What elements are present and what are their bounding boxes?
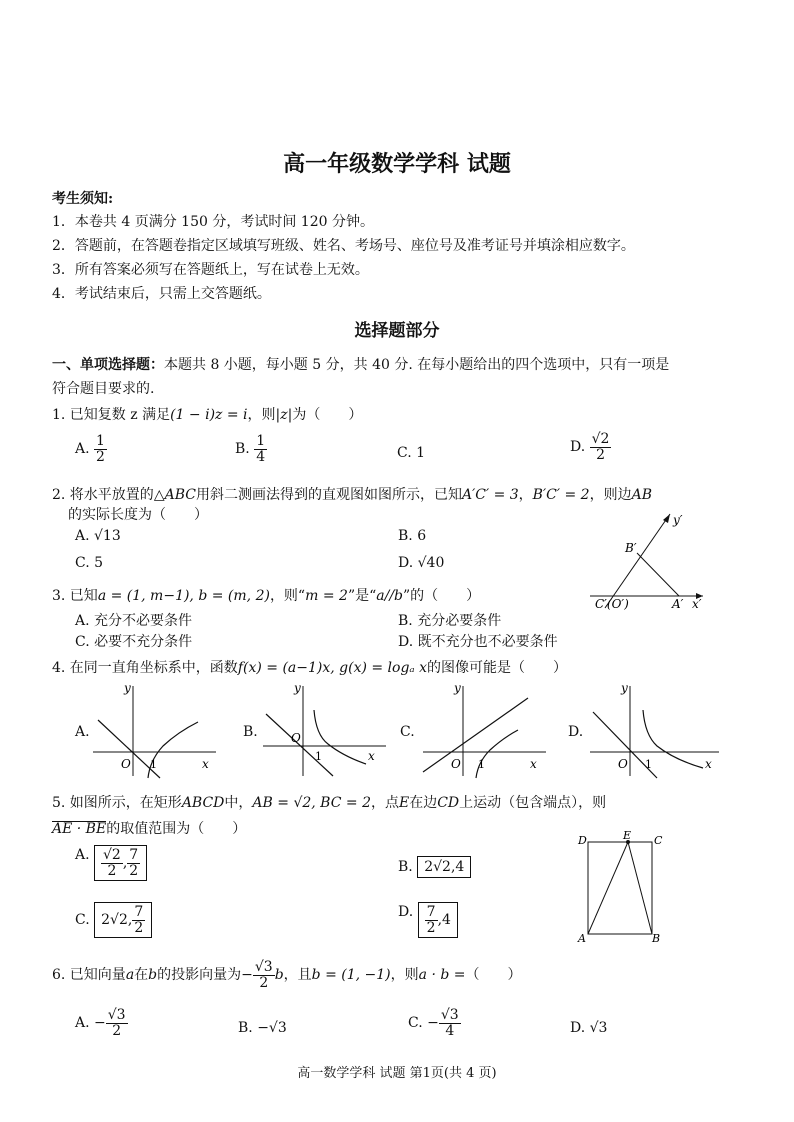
q6-text-b: 在 (134, 967, 149, 984)
numerator: 1 (96, 433, 105, 449)
q3-stem (52, 585, 480, 605)
q6-b-value: b = (1, −1) (311, 967, 391, 984)
denominator: 2 (96, 448, 105, 465)
fraction (101, 848, 123, 878)
q2-cond-2: B′C′ = 2 (532, 487, 590, 503)
q2-ab: AB (631, 487, 652, 503)
interval-left: 2√2 (424, 859, 451, 875)
log-graph (643, 710, 703, 768)
q6-option-c (408, 1008, 461, 1038)
q2-text: 2. 将水平放置的 (52, 487, 154, 503)
label-y: y (124, 681, 131, 695)
q5-option-d (398, 902, 458, 938)
fraction (132, 905, 145, 935)
label-y: y (621, 681, 628, 695)
q5-text-d: 在边 (409, 795, 438, 811)
option-label: B. (398, 528, 413, 544)
q3-text-c: ”是“ (347, 588, 377, 604)
q1-text: 1. 已知复数 z 满足 (52, 407, 171, 423)
interval-left: 2√2 (101, 912, 128, 929)
q4-graph-a (88, 680, 223, 780)
numerator: √2 (591, 431, 610, 447)
interval: $\frac{√2}{2}$ , $\frac{7}{2}$ (94, 845, 147, 881)
part1-label: 一、单项选择题： (52, 357, 164, 373)
q2-text-b: 用斜二测画法得到的直观图如图所示，已知 (195, 487, 462, 503)
interval-right: 4 (455, 859, 465, 875)
option-label: D. (398, 904, 414, 920)
q3-condition: m = 2 (305, 588, 348, 604)
option-label: D. (570, 1020, 586, 1036)
label-c: C (654, 834, 663, 847)
interval: $\frac{7}{2}$ , 4 (418, 902, 458, 938)
y-axis (605, 514, 670, 608)
denominator: 4 (256, 448, 266, 465)
option-value: √3 (589, 1020, 608, 1036)
q1-text-c: 为（ ） (292, 407, 363, 423)
linear-graph (423, 698, 528, 772)
q5-dims: AB = √2, BC = 2 (252, 795, 371, 811)
denominator: 2 (426, 919, 436, 936)
q1-option-c (397, 445, 425, 461)
q6-text-d: ，且 (283, 967, 312, 984)
denominator: 4 (445, 1022, 455, 1039)
label-x: x (705, 757, 712, 771)
notice-item-2: 2．答题前，在答题卷指定区域填写班级、姓名、考场号、座位号及准考证号并填涂相应数字。 (52, 238, 635, 254)
option-label: B. (235, 441, 250, 458)
fraction (94, 434, 107, 464)
q1-text-b: ，则 (247, 407, 276, 423)
page-footer: 高一数学学科 试题 第1页(共 4 页) (297, 1066, 497, 1081)
q2-triangle: △ABC (153, 487, 196, 503)
label-d: D (578, 834, 587, 847)
q4-text-b: 的图像可能是（ ） (427, 660, 568, 676)
q4-option-c-label: C. (400, 724, 415, 740)
q4-graph-b (258, 680, 393, 780)
q3-option-b (398, 610, 501, 630)
label-o: O (291, 731, 301, 745)
q6-proj-vec: b (274, 967, 284, 984)
q2-option-c (75, 555, 103, 571)
q5-e: E (398, 795, 410, 811)
q5-text-b: 中， (224, 795, 253, 811)
q3-option-c (75, 631, 192, 651)
q5-text-f: 的取值范围为（ ） (106, 821, 247, 837)
q2-option-a (75, 528, 121, 544)
q6-text: 6. 已知向量 (52, 967, 126, 984)
segment-be (628, 842, 652, 934)
option-value: 必要不充分条件 (94, 634, 193, 650)
q4-functions: f(x) = (a−1)x, g(x) = logₐ x (237, 660, 428, 676)
q1-equation: (1 − i)z = i (170, 407, 248, 423)
q1-abs: |z| (275, 407, 293, 423)
q1-option-a (75, 434, 107, 464)
label-one: 1 (150, 758, 157, 771)
section-title: 选择题部分 (354, 321, 440, 341)
rectangle-abcd (588, 842, 652, 934)
option-label: D. (398, 634, 414, 650)
denominator: 2 (129, 862, 139, 879)
label-x: x (530, 757, 537, 771)
fraction (106, 1008, 128, 1038)
q5-stem-1 (52, 792, 606, 812)
part1-heading (52, 354, 669, 374)
notice-item-4: 4．考试结束后，只需上交答题纸。 (52, 286, 271, 302)
interval-right: 4 (442, 912, 451, 929)
fraction (439, 1008, 461, 1038)
q6-text-c: 的投影向量为 (157, 967, 242, 984)
label-o: O (121, 757, 131, 771)
q5-option-b (398, 856, 471, 878)
part1-desc-2: 符合题目要求的. (52, 381, 155, 397)
label-y: y (294, 681, 301, 695)
sign: − (427, 1015, 439, 1032)
q2-cond-1: A′C′ = 3 (461, 487, 519, 503)
option-label: B. (398, 859, 413, 875)
denominator: 2 (596, 446, 606, 463)
fraction (590, 432, 612, 462)
q5-option-a (75, 845, 147, 881)
label-x: x (202, 757, 209, 771)
q2-figure (575, 508, 710, 618)
q4-option-a-label: A. (75, 724, 90, 740)
q4-graph-c (418, 680, 553, 780)
q4-option-b-label: B. (243, 724, 258, 740)
q3-text-d: ”的（ ） (403, 588, 481, 604)
numerator: √3 (254, 959, 273, 975)
q2-option-d (398, 555, 444, 571)
y-arrow (663, 514, 670, 523)
denominator: 2 (134, 919, 144, 936)
q2-option-b (398, 528, 426, 544)
q3-option-d (398, 631, 558, 651)
q5-stem-2 (52, 818, 246, 838)
label-one: 1 (315, 750, 322, 763)
label-x: x′ (692, 597, 702, 611)
option-label: B. (398, 613, 413, 629)
option-label: C. (75, 634, 90, 650)
q2-stem-2: 的实际长度为（ ） (68, 507, 208, 523)
q6-option-a (75, 1008, 128, 1038)
q5-text: 5. 如图所示，在矩形 (52, 795, 182, 811)
q3-text: 3. 已知 (52, 588, 98, 604)
q5-cd: CD (437, 795, 460, 811)
label-y: y (454, 681, 461, 695)
option-label: C. (408, 1015, 423, 1032)
label-x: x (368, 749, 375, 763)
q6-vec-b: b (148, 967, 158, 984)
option-label: A. (75, 1015, 90, 1032)
fraction (253, 960, 275, 990)
denominator: 2 (112, 1022, 122, 1039)
numerator: 1 (256, 433, 266, 449)
option-label: C. (397, 445, 412, 461)
option-label: A. (75, 613, 90, 629)
numerator: 7 (134, 904, 144, 920)
option-value: −√3 (257, 1020, 287, 1036)
page-title: 高一年级数学学科 试题 (283, 152, 511, 177)
fraction (425, 905, 438, 935)
q2-stem-1: 2. 将水平放置的△ABC用斜二测画法得到的直观图如图所示，已知A′C′ = 3，B′C′ = 2，则边AB (52, 487, 652, 503)
q6-text-f: （ ） (465, 967, 522, 984)
q5-option-c (75, 902, 152, 938)
option-label: B. (238, 1020, 253, 1036)
option-label: A. (75, 847, 90, 863)
numerator: 7 (129, 847, 139, 863)
option-value: 充分不必要条件 (94, 613, 193, 629)
option-label: A. (75, 441, 90, 458)
q6-stem (52, 960, 521, 990)
q1-option-b (235, 434, 267, 464)
option-label: C. (75, 912, 90, 929)
option-value: √13 (94, 528, 121, 544)
label-b: B′ (625, 541, 637, 555)
option-value: 5 (94, 555, 104, 571)
q5-figure (570, 828, 670, 948)
label-o: O (618, 757, 628, 771)
option-label: D. (570, 439, 586, 456)
notice-item-1: 1．本卷共 4 页满分 150 分，考试时间 120 分钟。 (52, 214, 374, 230)
segment-ba (637, 553, 679, 596)
option-value: √40 (417, 555, 445, 571)
q3-text-b: ，则“ (269, 588, 306, 604)
option-value: 6 (417, 528, 427, 544)
denominator: 2 (107, 862, 117, 879)
linear-graph (266, 714, 333, 776)
q5-dot-product: AE · BE (52, 821, 107, 837)
sign: − (94, 1015, 106, 1032)
interval: 2√2 , 4 (417, 856, 471, 878)
label-one: 1 (478, 758, 485, 771)
q4-option-d-label: D. (568, 724, 584, 740)
q6-dot: a · b = (418, 967, 466, 984)
q5-rect: ABCD (181, 795, 225, 811)
q3-vectors: a = (1, m−1), b = (m, 2) (97, 588, 270, 604)
q4-graph-d (585, 680, 725, 780)
numerator: √3 (440, 1007, 459, 1023)
part1-desc-1: 本题共 8 小题，每小题 5 分，共 40 分. 在每小题给出的四个选项中，只有一项是 (164, 357, 670, 373)
q1-stem (52, 404, 362, 424)
option-value: 既不充分也不必要条件 (417, 634, 558, 650)
label-o: O (451, 757, 461, 771)
option-label: C. (75, 555, 90, 571)
q2-text-c: ，则边 (589, 487, 632, 503)
q5-text-c: ，点 (370, 795, 399, 811)
notice-heading: 考生须知: (52, 191, 114, 207)
label-a: A (578, 932, 586, 945)
label-one: 1 (645, 758, 652, 771)
q6-option-b (238, 1020, 287, 1036)
label-a: A′ (672, 597, 684, 611)
option-value: 1 (416, 445, 426, 461)
numerator: 7 (426, 904, 436, 920)
fraction (254, 434, 267, 464)
q3-parallel: a//b (376, 588, 404, 604)
label-co: C′(O′) (595, 597, 629, 611)
label-b: B (652, 932, 661, 945)
label-e: E (623, 829, 632, 842)
q5-text-e: 上运动（包含端点），则 (459, 795, 607, 811)
option-label: A. (75, 528, 90, 544)
interval: 2√2 , $\frac{7}{2}$ (94, 902, 152, 938)
denominator: 2 (259, 974, 269, 991)
label-y: y′ (673, 513, 683, 527)
q4-stem (52, 657, 567, 677)
q6-option-d (570, 1020, 607, 1036)
notice-item-3: 3．所有答案必须写在答题纸上，写在试卷上无效。 (52, 262, 369, 278)
option-value: 充分必要条件 (417, 613, 502, 629)
q4-text: 4. 在同一直角坐标系中，函数 (52, 660, 238, 676)
fraction (127, 848, 140, 878)
option-label: D. (398, 555, 414, 571)
q3-option-a (75, 610, 192, 630)
segment-ae (588, 842, 628, 934)
q6-text-e: ，则 (390, 967, 419, 984)
q1-option-d (570, 432, 611, 462)
numerator: √2 (103, 847, 121, 863)
numerator: √3 (107, 1007, 126, 1023)
q6-vec-a: a (125, 967, 135, 984)
q6-proj-sign: − (241, 967, 253, 984)
